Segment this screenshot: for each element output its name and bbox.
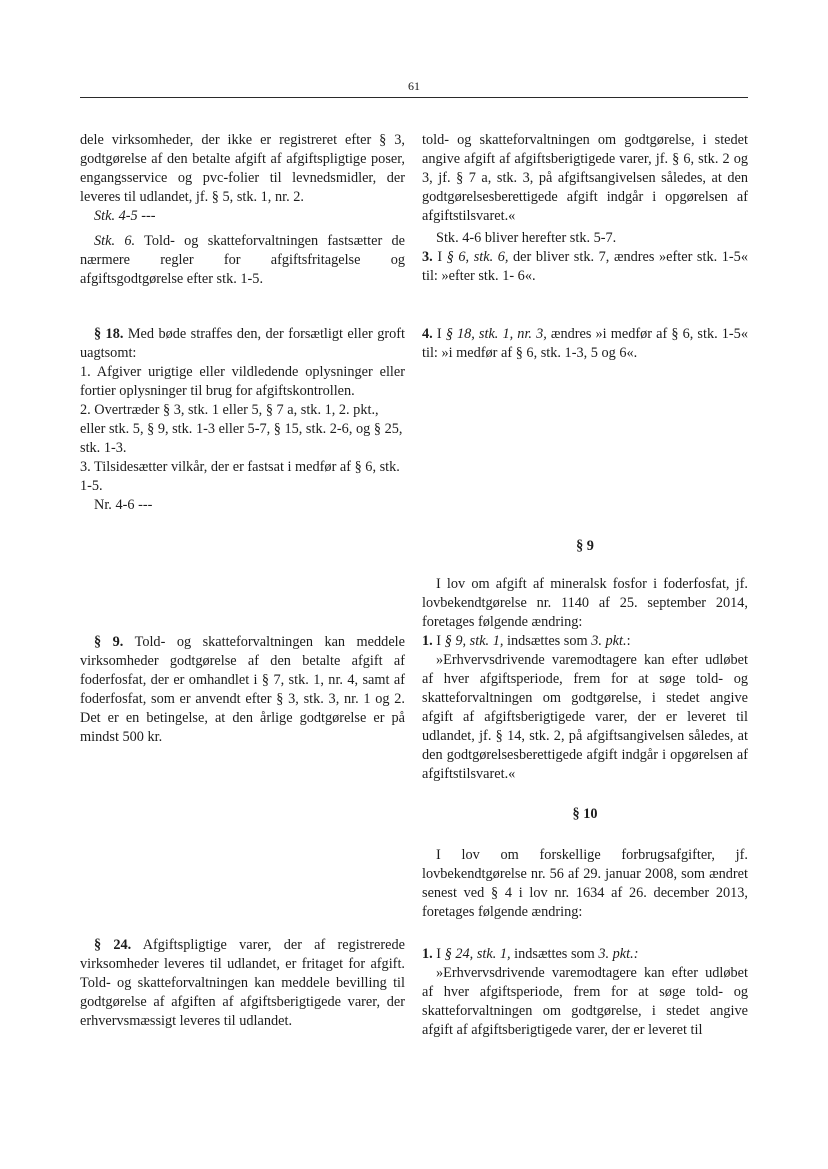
left-block-current-law-continuation <box>80 131 405 289</box>
item-pkt: 3. pkt. <box>591 633 627 649</box>
section-18-intro <box>80 325 405 363</box>
right-block-section-9 <box>422 575 748 784</box>
item-number: 1. <box>422 633 433 649</box>
section-10-intro: I lov om forskellige forbrugsafgifter, jf. lovbekendtgørelse nr. 56 af 29. januar 2008, som ændret senest ved § 4 i lov nr. 1634 af 26. december 2013, foretages følgende ændring: <box>422 847 748 920</box>
section-text: Afgiftspligtige varer, der af registrerede virksomheder leveres til udlandet, er fritaget for afgift. Told- og skatteforvaltningen kan meddele bevilling til godtgørelse af afgiften af afgiftsberigtigede varer, der erhvervsmæssigt leveres til udlandet. <box>80 937 405 1029</box>
right-paragraph-text: told- og skatteforvaltningen om godtgørelse, i stedet angive afgift af afgiftsberigtigede varer, jf. § 6, stk. 2 og 3, jf. § 7 a, stk. 3, på afgiftsangivelsen således, at den godtgørelsesberettigede afgift indgår i opgørelsen af afgiftstilsvaret.« <box>422 132 748 224</box>
right-block-section-10 <box>422 846 748 1040</box>
left-paragraph-text: dele virksomheder, der ikke er registreret efter § 3, godtgørelse af den betalte afgift af afgiftspligtige poser, engangsservice og pvc-folier til levnedsmidler, der leveres til udlandet, jf. § 5, stk. 1, nr. 2. <box>80 132 405 205</box>
section-18-item-1: 1. Afgiver urigtige eller vildledende oplysninger eller fortier oplysninger til brug for afgiftskontrollen. <box>80 364 405 399</box>
section-10-heading: § 10 <box>572 806 598 822</box>
section-label: § 9. <box>94 634 124 650</box>
item-reference: § 18, stk. 1, nr. 3, <box>445 326 547 342</box>
right-block-amendments-continuation <box>422 131 748 286</box>
left-block-section-9 <box>80 633 405 747</box>
section-text: Med bøde straffes den, der forsætligt eller groft uagtsomt: <box>80 326 406 361</box>
section-label: § 18. <box>94 326 124 342</box>
section-24-text <box>80 936 405 1031</box>
page-number: 61 <box>408 79 420 93</box>
item-pkt: 3. pkt.: <box>598 946 639 962</box>
right-block-amendment-4 <box>422 325 748 363</box>
item-reference: § 24, stk. 1, <box>444 946 511 962</box>
item-number: 3. <box>422 249 433 265</box>
item-text: indsættes som <box>510 946 599 962</box>
item-text: der bliver stk. 7, ændres »efter stk. 1-5« til: »efter stk. 1- 6«. <box>422 249 748 284</box>
left-stk-6 <box>80 232 405 289</box>
stk-label: Stk. 4-5 --- <box>94 208 156 224</box>
section-9-intro: I lov om afgift af mineralsk fosfor i foderfosfat, jf. lovbekendtgørelse nr. 1140 af 25. september 2014, foretages følgende ændring: <box>422 576 748 630</box>
section-9-amendment-1 <box>422 632 748 651</box>
item-text: I <box>432 249 447 265</box>
section-18-item-2: 2. Overtræder § 3, stk. 1 eller 5, § 7 a, stk. 1, 2. pkt., eller stk. 5, § 9, stk. 1-3 eller 5-7, § 15, stk. 2-6, og § 25, stk. 1-3. <box>80 402 403 456</box>
section-18-item-3: 3. Tilsidesætter vilkår, der er fastsat i medfør af § 6, stk. 1-5. <box>80 459 400 494</box>
section-10-quote: »Erhvervsdrivende varemodtagere kan efter udløbet af hver afgiftsperiode, frem for at søge told- og skatteforvaltningen om godtgørelse, i stedet angive afgift af afgiftsberigtigede varer, der er leveret til <box>422 965 748 1038</box>
section-9-text <box>80 633 405 747</box>
item-text: I <box>432 633 445 649</box>
left-block-section-24 <box>80 936 405 1031</box>
item-reference: § 6, stk. 6, <box>446 249 509 265</box>
section-9-quote: »Erhvervsdrivende varemodtagere kan efter udløbet af hver afgiftsperiode, frem for at søge told- og skatteforvaltningen om godtgørelse, i stedet angive afgift af afgiftsberigtigede varer, der er leveret til udlandet, jf. § 14, stk. 2, på afgiftsangivelsen således, at den godtgørelsesberettigede afgift indgår i opgørelsen af afgiftstilsvaret.« <box>422 652 748 782</box>
item-text: indsættes som <box>503 633 592 649</box>
item-text: I <box>432 326 446 342</box>
item-reference: § 9, stk. 1, <box>444 633 504 649</box>
item-text: ændres »i medfør af § 6, stk. 1-5« til: »i medfør af § 6, stk. 1-3, 5 og 6«. <box>422 326 748 361</box>
amendment-item-3 <box>422 248 748 286</box>
section-10-amendment-1 <box>422 945 748 964</box>
item-number: 4. <box>422 326 433 342</box>
section-text: Told- og skatteforvaltningen kan meddele virksomheder godtgørelse af den betalte afgift af foderfosfat, der er omhandlet i § 7, stk. 1, nr. 4, samt af foderfosfat, som er anvendt efter § 3, stk. 3, nr. 1 og 2. Det er en betingelse, at den årlige godtgørelse er på mindst 500 kr. <box>80 634 405 745</box>
item-number: 1. <box>422 946 433 962</box>
amendment-item-4 <box>422 325 748 363</box>
stk-text: Told- og skatteforvaltningen fastsætter de nærmere regler for afgiftsfritagelse og afgiftsgodtgørelse efter stk. 1-5. <box>80 233 405 287</box>
header-rule <box>80 97 748 98</box>
section-label: § 24. <box>94 937 132 953</box>
section-9-heading: § 9 <box>576 538 594 554</box>
section-18-nr-4-6: Nr. 4-6 --- <box>94 497 153 513</box>
stk-label: Stk. 6. <box>94 233 136 249</box>
item-text: I <box>432 946 445 962</box>
item-text: : <box>626 633 631 649</box>
left-block-section-18 <box>80 325 405 515</box>
left-stk-4-5 <box>80 207 405 226</box>
right-stk-4-6: Stk. 4-6 bliver herefter stk. 5-7. <box>436 230 617 246</box>
